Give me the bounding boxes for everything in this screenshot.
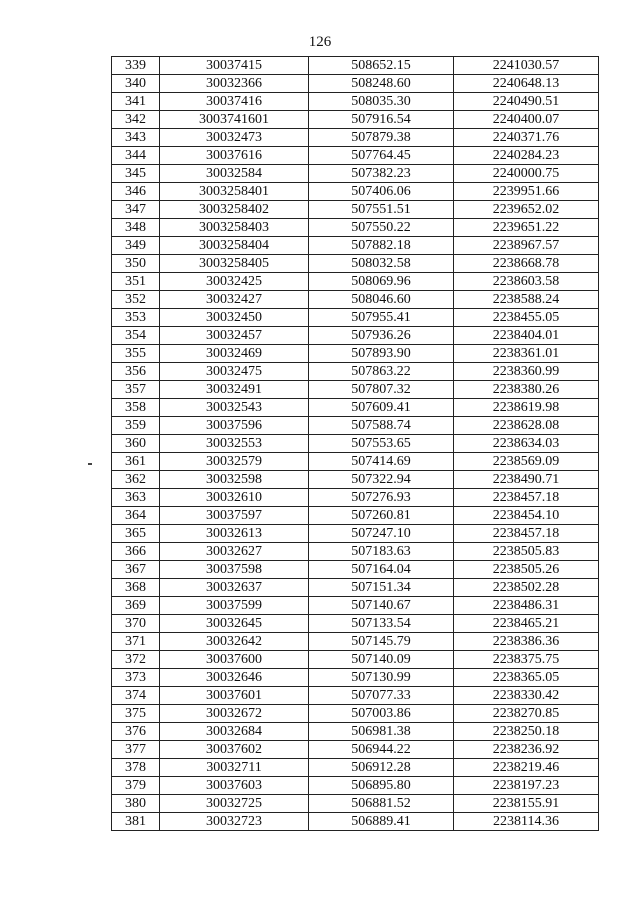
point-id-cell: 30032553 (160, 435, 309, 453)
point-id-cell: 30032491 (160, 381, 309, 399)
row-number-cell: 351 (112, 273, 160, 291)
point-id-cell: 30037603 (160, 777, 309, 795)
table-row (112, 723, 599, 741)
y-coordinate-cell: 2238486.31 (454, 597, 599, 615)
point-id-cell: 3003741601 (160, 111, 309, 129)
row-number-cell: 339 (112, 57, 160, 75)
x-coordinate-cell: 507588.74 (309, 417, 454, 435)
table-row (112, 57, 599, 75)
row-number-cell: 366 (112, 543, 160, 561)
point-id-cell: 30032637 (160, 579, 309, 597)
y-coordinate-cell: 2239951.66 (454, 183, 599, 201)
x-coordinate-cell: 507382.23 (309, 165, 454, 183)
table-row (112, 327, 599, 345)
table-row (112, 759, 599, 777)
y-coordinate-cell: 2240371.76 (454, 129, 599, 147)
point-id-cell: 30032450 (160, 309, 309, 327)
point-id-cell: 30037616 (160, 147, 309, 165)
x-coordinate-cell: 506944.22 (309, 741, 454, 759)
row-number-cell: 345 (112, 165, 160, 183)
point-id-cell: 30032672 (160, 705, 309, 723)
y-coordinate-cell: 2240648.13 (454, 75, 599, 93)
x-coordinate-cell: 508248.60 (309, 75, 454, 93)
y-coordinate-cell: 2238457.18 (454, 489, 599, 507)
x-coordinate-cell: 507145.79 (309, 633, 454, 651)
x-coordinate-cell: 507551.51 (309, 201, 454, 219)
table-row (112, 309, 599, 327)
row-number-cell: 348 (112, 219, 160, 237)
row-number-cell: 346 (112, 183, 160, 201)
table-row (112, 777, 599, 795)
y-coordinate-cell: 2238569.09 (454, 453, 599, 471)
x-coordinate-cell: 506889.41 (309, 813, 454, 831)
row-number-cell: 364 (112, 507, 160, 525)
row-number-cell: 359 (112, 417, 160, 435)
y-coordinate-cell: 2238490.71 (454, 471, 599, 489)
table-row (112, 183, 599, 201)
y-coordinate-cell: 2238455.05 (454, 309, 599, 327)
row-number-cell: 377 (112, 741, 160, 759)
x-coordinate-cell: 507077.33 (309, 687, 454, 705)
row-number-cell: 344 (112, 147, 160, 165)
point-id-cell: 3003258401 (160, 183, 309, 201)
y-coordinate-cell: 2238505.83 (454, 543, 599, 561)
row-number-cell: 381 (112, 813, 160, 831)
point-id-cell: 30032684 (160, 723, 309, 741)
y-coordinate-cell: 2238197.23 (454, 777, 599, 795)
point-id-cell: 30032579 (160, 453, 309, 471)
x-coordinate-cell: 508035.30 (309, 93, 454, 111)
row-number-cell: 347 (112, 201, 160, 219)
point-id-cell: 30032646 (160, 669, 309, 687)
y-coordinate-cell: 2238330.42 (454, 687, 599, 705)
x-coordinate-cell: 507863.22 (309, 363, 454, 381)
table-row (112, 669, 599, 687)
table-row (112, 237, 599, 255)
x-coordinate-cell: 508032.58 (309, 255, 454, 273)
point-id-cell: 30032475 (160, 363, 309, 381)
table-row (112, 633, 599, 651)
point-id-cell: 30032613 (160, 525, 309, 543)
y-coordinate-cell: 2238502.28 (454, 579, 599, 597)
x-coordinate-cell: 507609.41 (309, 399, 454, 417)
row-number-cell: 369 (112, 597, 160, 615)
y-coordinate-cell: 2240000.75 (454, 165, 599, 183)
row-number-cell: 363 (112, 489, 160, 507)
row-number-cell: 350 (112, 255, 160, 273)
y-coordinate-cell: 2238967.57 (454, 237, 599, 255)
y-coordinate-cell: 2238457.18 (454, 525, 599, 543)
x-coordinate-cell: 507553.65 (309, 435, 454, 453)
y-coordinate-cell: 2238628.08 (454, 417, 599, 435)
x-coordinate-cell: 507406.06 (309, 183, 454, 201)
x-coordinate-cell: 507807.32 (309, 381, 454, 399)
point-id-cell: 3003258405 (160, 255, 309, 273)
x-coordinate-cell: 507550.22 (309, 219, 454, 237)
table-row (112, 75, 599, 93)
row-number-cell: 349 (112, 237, 160, 255)
point-id-cell: 30032427 (160, 291, 309, 309)
table-row (112, 813, 599, 831)
y-coordinate-cell: 2238603.58 (454, 273, 599, 291)
table-row (112, 111, 599, 129)
table-row (112, 345, 599, 363)
x-coordinate-cell: 506881.52 (309, 795, 454, 813)
x-coordinate-cell: 506895.80 (309, 777, 454, 795)
point-id-cell: 30037415 (160, 57, 309, 75)
y-coordinate-cell: 2238250.18 (454, 723, 599, 741)
x-coordinate-cell: 506912.28 (309, 759, 454, 777)
row-number-cell: 341 (112, 93, 160, 111)
row-number-cell: 370 (112, 615, 160, 633)
x-coordinate-cell: 507247.10 (309, 525, 454, 543)
table-row (112, 129, 599, 147)
point-id-cell: 30037598 (160, 561, 309, 579)
x-coordinate-cell: 507322.94 (309, 471, 454, 489)
x-coordinate-cell: 507183.63 (309, 543, 454, 561)
row-number-cell: 379 (112, 777, 160, 795)
row-number-cell: 358 (112, 399, 160, 417)
row-number-cell: 365 (112, 525, 160, 543)
point-id-cell: 3003258404 (160, 237, 309, 255)
x-coordinate-cell: 507151.34 (309, 579, 454, 597)
y-coordinate-cell: 2239651.22 (454, 219, 599, 237)
row-number-cell: 380 (112, 795, 160, 813)
table-row (112, 795, 599, 813)
row-number-cell: 362 (112, 471, 160, 489)
x-coordinate-cell: 507164.04 (309, 561, 454, 579)
point-id-cell: 30037597 (160, 507, 309, 525)
table-row (112, 435, 599, 453)
point-id-cell: 30032723 (160, 813, 309, 831)
point-id-cell: 30032366 (160, 75, 309, 93)
point-id-cell: 30032457 (160, 327, 309, 345)
page-number: 126 (308, 34, 332, 50)
x-coordinate-cell: 507879.38 (309, 129, 454, 147)
point-id-cell: 30037596 (160, 417, 309, 435)
row-number-cell: 361 (112, 453, 160, 471)
table-row (112, 687, 599, 705)
y-coordinate-cell: 2238360.99 (454, 363, 599, 381)
point-id-cell: 30032469 (160, 345, 309, 363)
x-coordinate-cell: 508652.15 (309, 57, 454, 75)
table-row (112, 561, 599, 579)
x-coordinate-cell: 507916.54 (309, 111, 454, 129)
table-row (112, 651, 599, 669)
row-number-cell: 371 (112, 633, 160, 651)
table-row (112, 579, 599, 597)
row-number-cell: 378 (112, 759, 160, 777)
table-row (112, 93, 599, 111)
table-row (112, 399, 599, 417)
point-id-cell: 30032645 (160, 615, 309, 633)
scan-speck (88, 463, 92, 465)
row-number-cell: 354 (112, 327, 160, 345)
table-row (112, 543, 599, 561)
table-row (112, 291, 599, 309)
y-coordinate-cell: 2238465.21 (454, 615, 599, 633)
y-coordinate-cell: 2238375.75 (454, 651, 599, 669)
table-row (112, 705, 599, 723)
y-coordinate-cell: 2238668.78 (454, 255, 599, 273)
point-id-cell: 30032610 (160, 489, 309, 507)
x-coordinate-cell: 507130.99 (309, 669, 454, 687)
point-id-cell: 30032642 (160, 633, 309, 651)
x-coordinate-cell: 507936.26 (309, 327, 454, 345)
table-row (112, 597, 599, 615)
x-coordinate-cell: 507133.54 (309, 615, 454, 633)
row-number-cell: 376 (112, 723, 160, 741)
table-row (112, 201, 599, 219)
row-number-cell: 367 (112, 561, 160, 579)
point-id-cell: 30032598 (160, 471, 309, 489)
point-id-cell: 30032543 (160, 399, 309, 417)
table-row (112, 381, 599, 399)
table-row (112, 147, 599, 165)
x-coordinate-cell: 507414.69 (309, 453, 454, 471)
table-row (112, 417, 599, 435)
x-coordinate-cell: 507140.09 (309, 651, 454, 669)
row-number-cell: 368 (112, 579, 160, 597)
point-id-cell: 30037602 (160, 741, 309, 759)
x-coordinate-cell: 507955.41 (309, 309, 454, 327)
y-coordinate-cell: 2238155.91 (454, 795, 599, 813)
x-coordinate-cell: 507003.86 (309, 705, 454, 723)
y-coordinate-cell: 2238505.26 (454, 561, 599, 579)
row-number-cell: 356 (112, 363, 160, 381)
x-coordinate-cell: 507893.90 (309, 345, 454, 363)
y-coordinate-cell: 2238404.01 (454, 327, 599, 345)
x-coordinate-cell: 507882.18 (309, 237, 454, 255)
row-number-cell: 352 (112, 291, 160, 309)
coordinates-table (111, 56, 599, 831)
table-row (112, 741, 599, 759)
y-coordinate-cell: 2238365.05 (454, 669, 599, 687)
y-coordinate-cell: 2238361.01 (454, 345, 599, 363)
row-number-cell: 353 (112, 309, 160, 327)
point-id-cell: 30032584 (160, 165, 309, 183)
point-id-cell: 30032725 (160, 795, 309, 813)
x-coordinate-cell: 507260.81 (309, 507, 454, 525)
x-coordinate-cell: 507764.45 (309, 147, 454, 165)
point-id-cell: 30037601 (160, 687, 309, 705)
y-coordinate-cell: 2240284.23 (454, 147, 599, 165)
table-row (112, 471, 599, 489)
x-coordinate-cell: 508046.60 (309, 291, 454, 309)
point-id-cell: 30032711 (160, 759, 309, 777)
row-number-cell: 373 (112, 669, 160, 687)
point-id-cell: 3003258403 (160, 219, 309, 237)
x-coordinate-cell: 508069.96 (309, 273, 454, 291)
y-coordinate-cell: 2238114.36 (454, 813, 599, 831)
point-id-cell: 30032473 (160, 129, 309, 147)
y-coordinate-cell: 2238219.46 (454, 759, 599, 777)
y-coordinate-cell: 2238270.85 (454, 705, 599, 723)
y-coordinate-cell: 2238588.24 (454, 291, 599, 309)
y-coordinate-cell: 2238236.92 (454, 741, 599, 759)
row-number-cell: 340 (112, 75, 160, 93)
y-coordinate-cell: 2240400.07 (454, 111, 599, 129)
y-coordinate-cell: 2238454.10 (454, 507, 599, 525)
y-coordinate-cell: 2238619.98 (454, 399, 599, 417)
row-number-cell: 374 (112, 687, 160, 705)
table-row (112, 507, 599, 525)
row-number-cell: 357 (112, 381, 160, 399)
row-number-cell: 355 (112, 345, 160, 363)
table-row (112, 273, 599, 291)
table-row (112, 615, 599, 633)
table-row (112, 165, 599, 183)
row-number-cell: 343 (112, 129, 160, 147)
point-id-cell: 30032627 (160, 543, 309, 561)
row-number-cell: 372 (112, 651, 160, 669)
y-coordinate-cell: 2241030.57 (454, 57, 599, 75)
table-body (112, 57, 599, 831)
y-coordinate-cell: 2238380.26 (454, 381, 599, 399)
table-row (112, 219, 599, 237)
x-coordinate-cell: 506981.38 (309, 723, 454, 741)
y-coordinate-cell: 2238386.36 (454, 633, 599, 651)
y-coordinate-cell: 2238634.03 (454, 435, 599, 453)
table-row (112, 255, 599, 273)
row-number-cell: 375 (112, 705, 160, 723)
point-id-cell: 30037416 (160, 93, 309, 111)
row-number-cell: 342 (112, 111, 160, 129)
point-id-cell: 3003258402 (160, 201, 309, 219)
table-row (112, 453, 599, 471)
y-coordinate-cell: 2240490.51 (454, 93, 599, 111)
table-row (112, 363, 599, 381)
row-number-cell: 360 (112, 435, 160, 453)
x-coordinate-cell: 507140.67 (309, 597, 454, 615)
table-row (112, 489, 599, 507)
y-coordinate-cell: 2239652.02 (454, 201, 599, 219)
x-coordinate-cell: 507276.93 (309, 489, 454, 507)
point-id-cell: 30037600 (160, 651, 309, 669)
point-id-cell: 30032425 (160, 273, 309, 291)
table-row (112, 525, 599, 543)
point-id-cell: 30037599 (160, 597, 309, 615)
